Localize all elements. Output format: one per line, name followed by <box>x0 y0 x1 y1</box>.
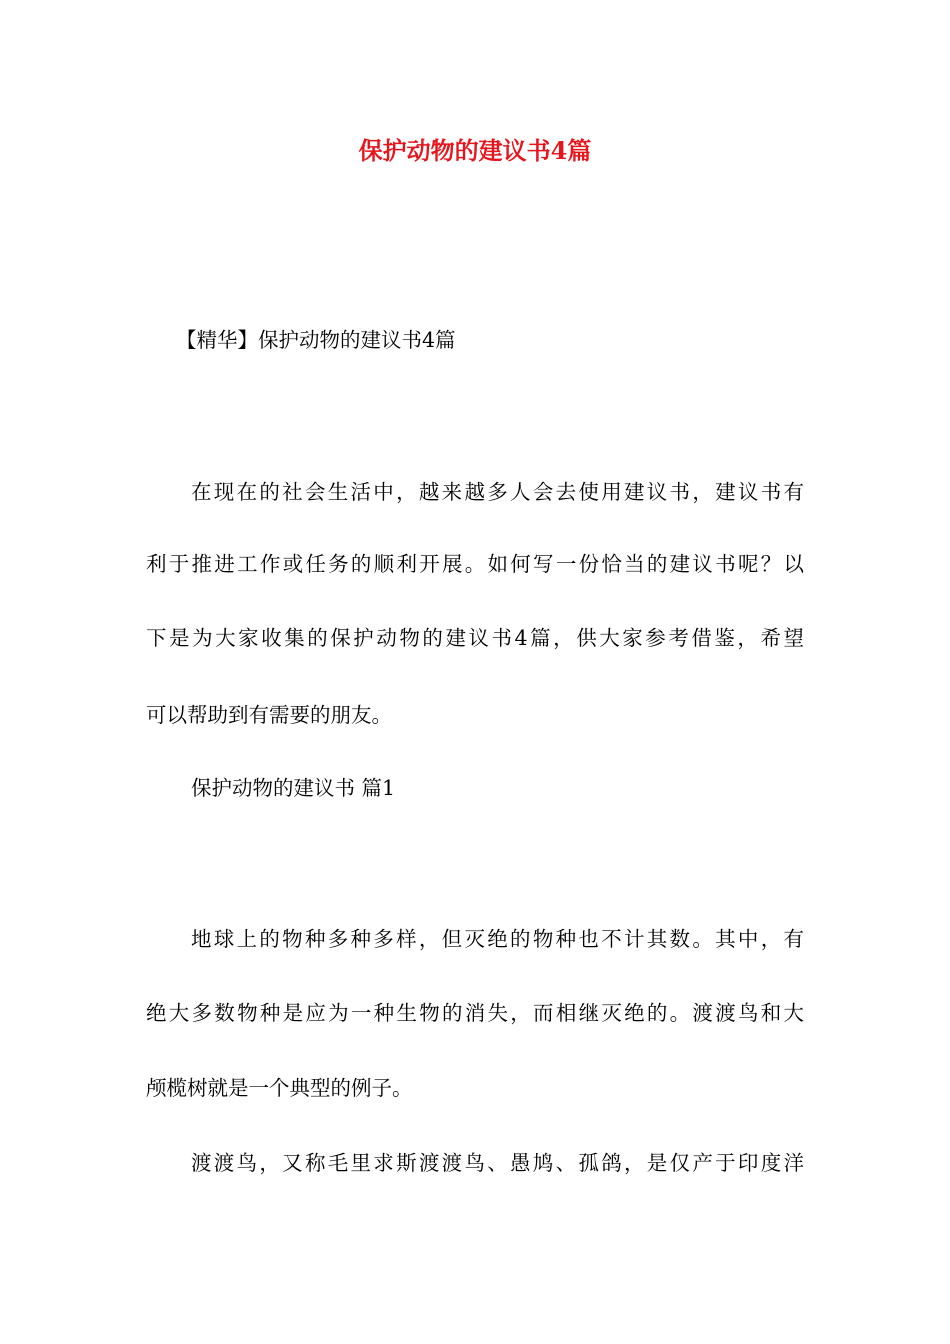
paragraph2-line-1: 渡渡鸟，又称毛里求斯渡渡鸟、愚鸠、孤鸽，是仅产于印度洋 <box>191 1151 804 1175</box>
document-subtitle: 【精华】保护动物的建议书4篇 <box>176 328 456 352</box>
intro-line-3: 下是为大家收集的保护动物的建议书4篇，供大家参考借鉴，希望 <box>146 626 804 650</box>
document-title: 保护动物的建议书4篇 <box>358 136 592 165</box>
section-heading: 保护动物的建议书 篇1 <box>191 776 396 800</box>
intro-line-1: 在现在的社会生活中，越来越多人会去使用建议书，建议书有 <box>191 480 804 504</box>
intro-line-2: 利于推进工作或任务的顺利开展。如何写一份恰当的建议书呢？以 <box>146 552 804 576</box>
paragraph1-line-1: 地球上的物种多种多样，但灭绝的物种也不计其数。其中，有 <box>191 927 804 951</box>
paragraph1-line-3: 颅榄树就是一个典型的例子。 <box>146 1076 413 1100</box>
intro-line-4: 可以帮助到有需要的朋友。 <box>146 703 392 727</box>
paragraph1-line-2: 绝大多数物种是应为一种生物的消失，而相继灭绝的。渡渡鸟和大 <box>146 1001 804 1025</box>
